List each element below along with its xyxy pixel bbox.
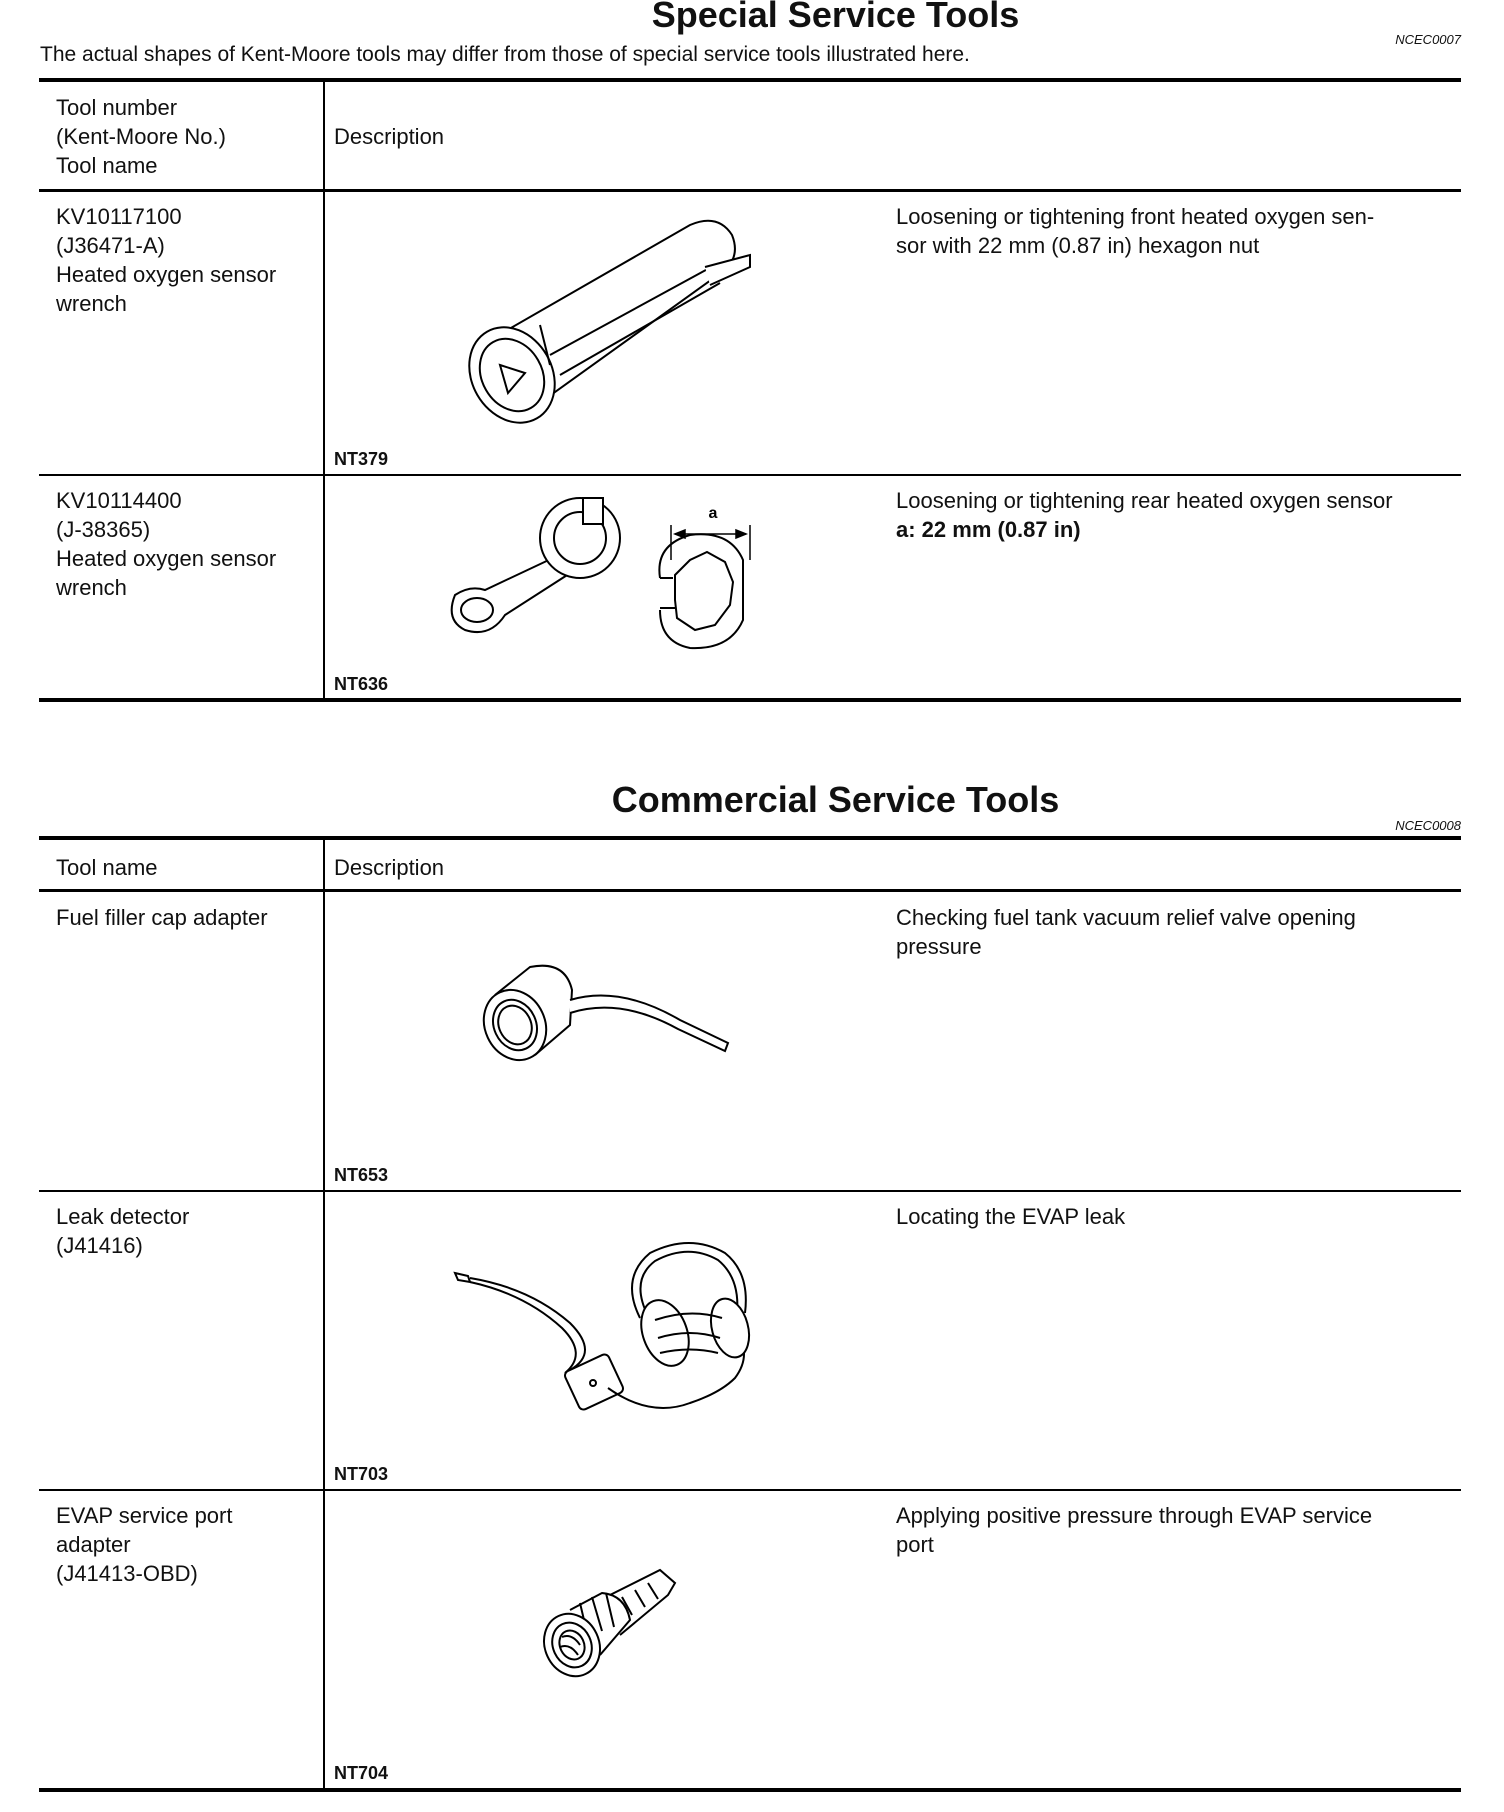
figure-code: NT636 [334,674,389,694]
table-header-rule [39,889,1461,892]
column-divider [323,82,325,700]
header-description: Description [334,855,445,880]
figure-code: NT704 [334,1763,389,1783]
flare-nut-wrench-illustration [445,490,765,660]
special-tools-title: Special Service Tools [651,0,1020,35]
header-tool-number: Tool number (Kent-Moore No.) Tool name [56,95,226,178]
table-header-rule [39,189,1461,192]
row-divider [39,1190,1461,1192]
figure-code: NT379 [334,449,389,469]
special-tools-code: NCEC0007 [1395,32,1461,47]
figure-code: NT653 [334,1165,389,1185]
tool-cell: Fuel filler cap adapter [56,905,268,930]
row-divider [39,1489,1461,1491]
tool-cell: Leak detector (J41416) [56,1204,190,1258]
description-cell: Loosening or tightening front heated oxygen sen- sor with 22 mm (0.87 in) hexagon nut [896,204,1375,258]
table-bottom-rule [39,698,1461,702]
leak-detector-illustration [450,1228,780,1423]
dimension-a-label: a [708,505,718,522]
table-top-rule [39,836,1461,840]
table-top-rule [39,78,1461,82]
tool-cell: EVAP service port adapter (J41413-OBD) [56,1503,233,1586]
tool-cell: KV10117100 (J36471-A) Heated oxygen sensor wrench [56,204,277,316]
header-description: Description [334,124,445,149]
socket-wrench-illustration [450,205,770,440]
commercial-tools-title: Commercial Service Tools [611,779,1060,820]
figure-code: NT703 [334,1464,389,1484]
service-port-adapter-illustration [540,1565,690,1685]
description-cell: Applying positive pressure through EVAP service port [896,1503,1373,1557]
cap-adapter-illustration [470,955,740,1065]
column-divider [323,840,325,1790]
special-tools-note: The actual shapes of Kent-Moore tools may differ from those of special service tools illustrated here. [40,43,970,66]
row-divider [39,474,1461,476]
header-tool-name: Tool name [56,855,158,880]
tool-cell: KV10114400 (J-38365) Heated oxygen sensor wrench [56,488,277,600]
dimension-note: a: 22 mm (0.87 in) [896,517,1081,542]
table-bottom-rule [39,1788,1461,1792]
description-cell: Checking fuel tank vacuum relief valve opening pressure [896,905,1356,959]
commercial-tools-code: NCEC0008 [1395,818,1461,833]
description-cell: Loosening or tightening rear heated oxygen sensor [896,488,1393,513]
description-cell: Locating the EVAP leak [896,1204,1126,1229]
